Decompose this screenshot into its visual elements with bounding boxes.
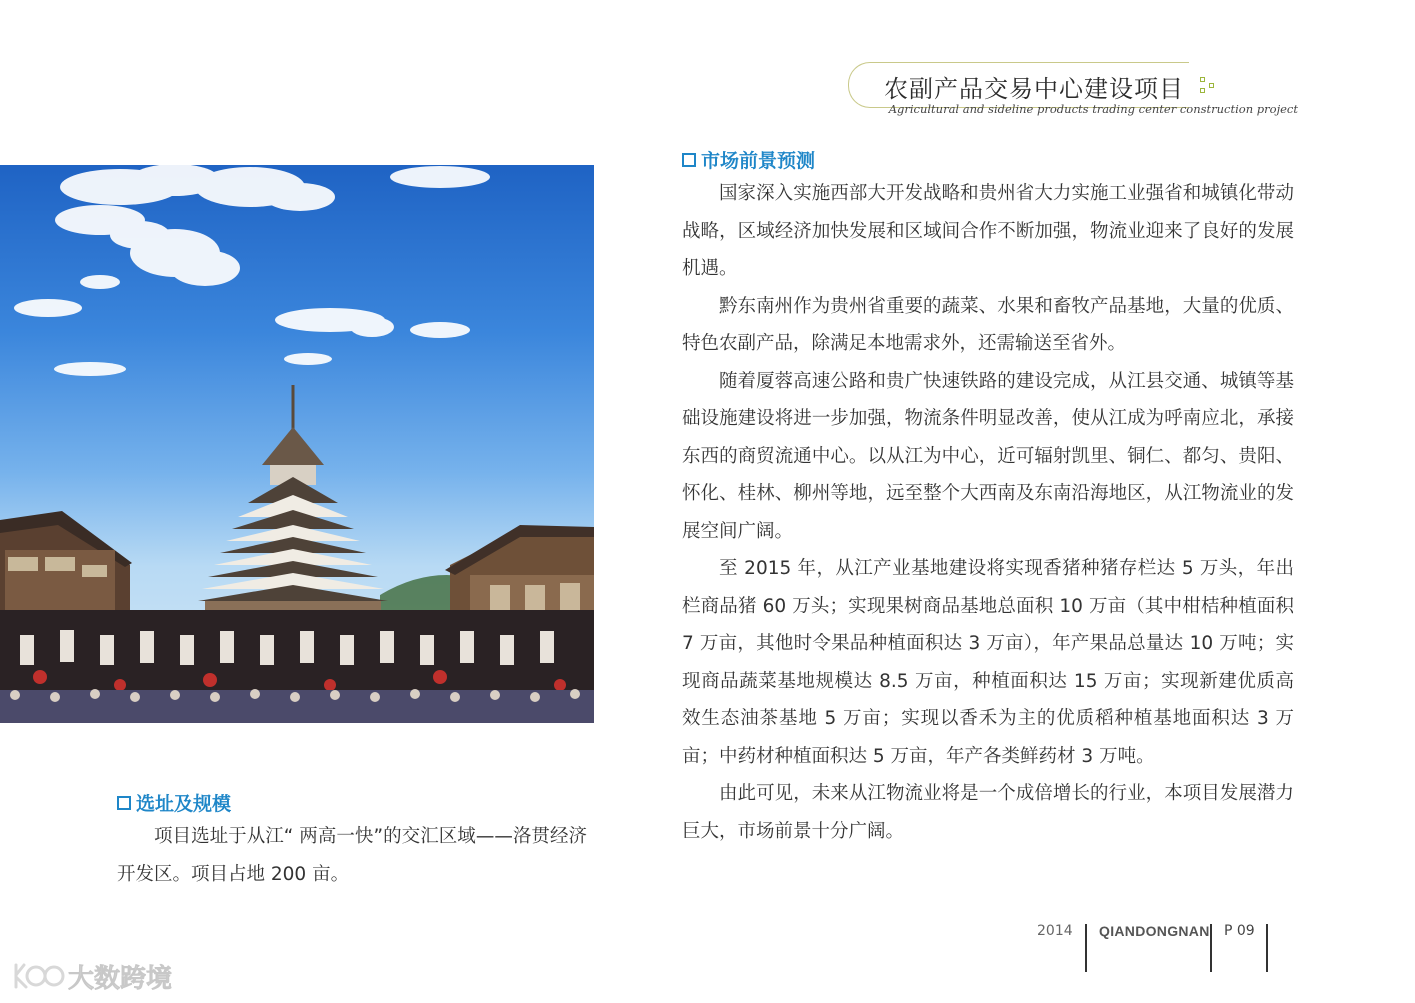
market-paragraph: 由此可见，未来从江物流业将是一个成倍增长的行业，本项目发展潜力巨大，市场前景十分广阔。 xyxy=(682,783,1294,842)
market-paragraph: 国家深入实施西部大开发战略和贵州省大力实施工业强省和城镇化带动战略，区域经济加快发展和区域间合作不断加强，物流业迎来了良好的发展机遇。 xyxy=(682,183,1294,279)
market-heading-text: 市场前景预测 xyxy=(701,150,816,172)
watermark-logo xyxy=(10,957,190,997)
market-section-heading xyxy=(682,146,815,173)
square-bullet-icon xyxy=(117,796,131,810)
footer-divider xyxy=(1085,924,1087,972)
header-decoration-icon xyxy=(1200,77,1220,95)
svg-text:大数跨境: 大数跨境 xyxy=(68,964,173,994)
header-subtitle: Agricultural and sideline products trading center construction project xyxy=(888,102,1298,116)
site-paragraph: 项目选址于从江“ 两高一快”的交汇区域——洛贯经济开发区。项目占地 200 亩。 xyxy=(117,826,587,885)
page-header xyxy=(848,62,1300,124)
drum-tower-crowd-photo xyxy=(0,165,594,723)
footer-divider xyxy=(1266,924,1268,972)
footer-divider xyxy=(1210,924,1212,972)
footer-year: 2014 xyxy=(1037,923,1073,939)
site-section-heading xyxy=(117,789,231,816)
site-section-body xyxy=(117,818,587,893)
site-heading-text: 选址及规模 xyxy=(136,793,232,815)
market-paragraph: 黔东南州作为贵州省重要的蔬菜、水果和畜牧产品基地，大量的优质、特色农副产品，除满足本地需求外，还需输送至省外。 xyxy=(682,295,1294,354)
page-number: P 09 xyxy=(1224,923,1255,939)
market-paragraph: 随着厦蓉高速公路和贵广快速铁路的建设完成，从江县交通、城镇等基础设施建设将进一步加强，物流条件明显改善，使从江成为呼南应北，承接东西的商贸流通中心。以从江为中心，近可辐射凯里、铜仁、都匀、贵阳、怀化、桂林、柳州等地，远至整个大西南及东南沿海地区，从江物流业的发展空间广阔。 xyxy=(682,370,1294,542)
market-section-body xyxy=(682,175,1294,850)
header-title: 农副产品交易中心建设项目 xyxy=(884,75,1184,103)
square-bullet-icon xyxy=(682,153,696,167)
market-paragraph: 至 2015 年，从江产业基地建设将实现香猪种猪存栏达 5 万头，年出栏商品猪 60 万头；实现果树商品基地总面积 10 万亩（其中柑桔种植面积 7 万亩，其他时令果品种植面积达 3 万亩），年产果品总量达 10 万吨；实现商品蔬菜基地规模达 8.5 万亩，种植面积达 15 万亩；实现新建优质高效生态油茶基地 5 万亩；实现以香禾为主的优质稻种植基地面积达 3 万亩；中药材种植面积达 5 万亩，年产各类鲜药材 3 万吨。 xyxy=(682,558,1294,767)
footer-brand: QIANDONGNAN xyxy=(1099,923,1210,939)
